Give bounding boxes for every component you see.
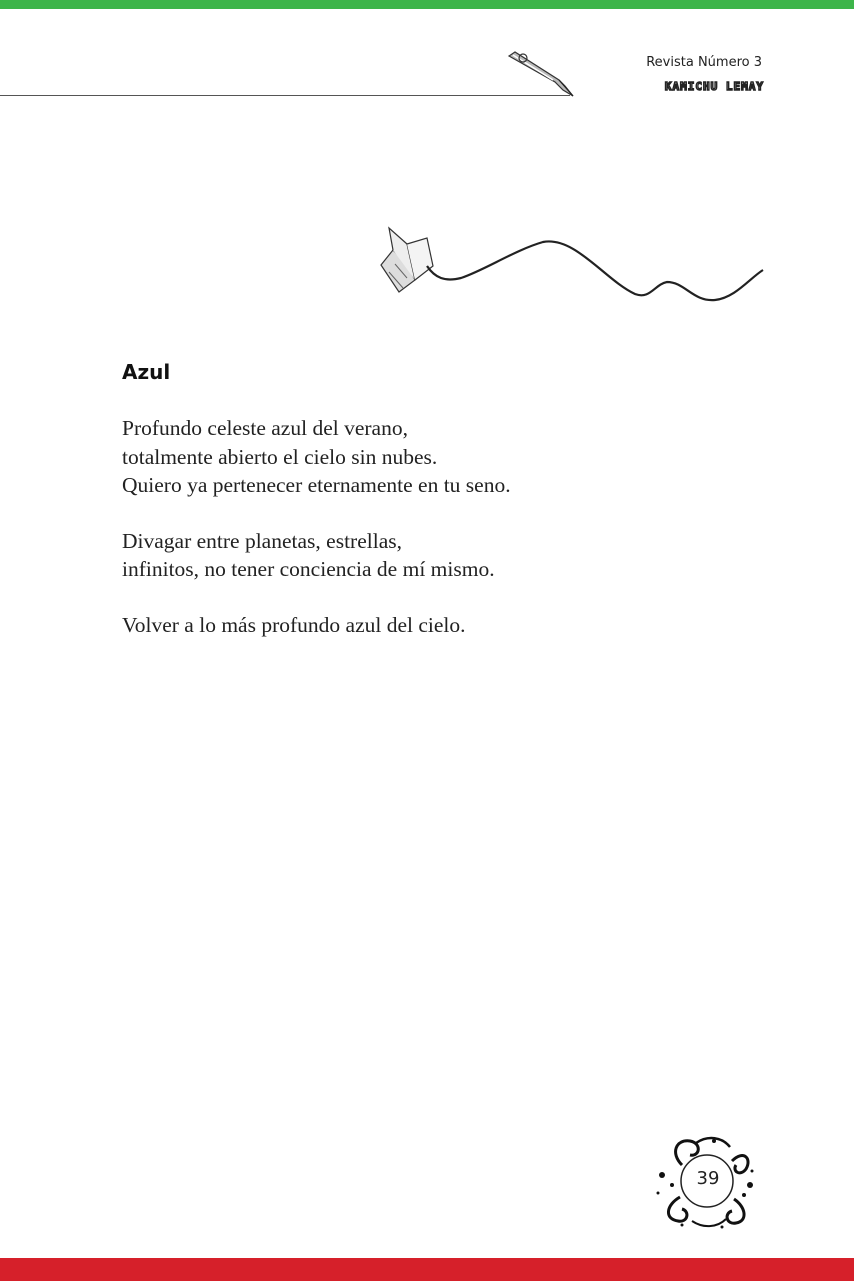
- stanza-1: [122, 414, 742, 500]
- flying-book-icon: [375, 220, 765, 310]
- magazine-number: Revista Número 3: [646, 55, 762, 70]
- header-rule: [0, 95, 570, 96]
- poem-line: Divagar entre planetas, estrellas,: [122, 528, 402, 553]
- poem-line: infinitos, no tener conciencia de mí mismo.: [122, 557, 495, 581]
- poem-line: Volver a lo más profundo azul del cielo.: [122, 612, 466, 637]
- stanza-2: [122, 527, 742, 584]
- page-number: 39: [696, 1168, 720, 1189]
- poem-line: Profundo celeste azul del verano,: [122, 416, 408, 440]
- poem-line: totalmente abierto el cielo sin nubes.: [122, 444, 438, 469]
- poem-title: Azul: [122, 360, 171, 384]
- poem-line: Quiero ya pertenecer eternamente en tu seno.: [122, 473, 511, 497]
- top-green-bar: [0, 0, 854, 9]
- magazine-name-logo: KAMICHU LEMAY: [664, 80, 764, 93]
- poem: [122, 360, 742, 666]
- stanza-3: [122, 611, 742, 640]
- bottom-red-bar: [0, 1258, 854, 1281]
- fountain-pen-icon: [505, 50, 580, 100]
